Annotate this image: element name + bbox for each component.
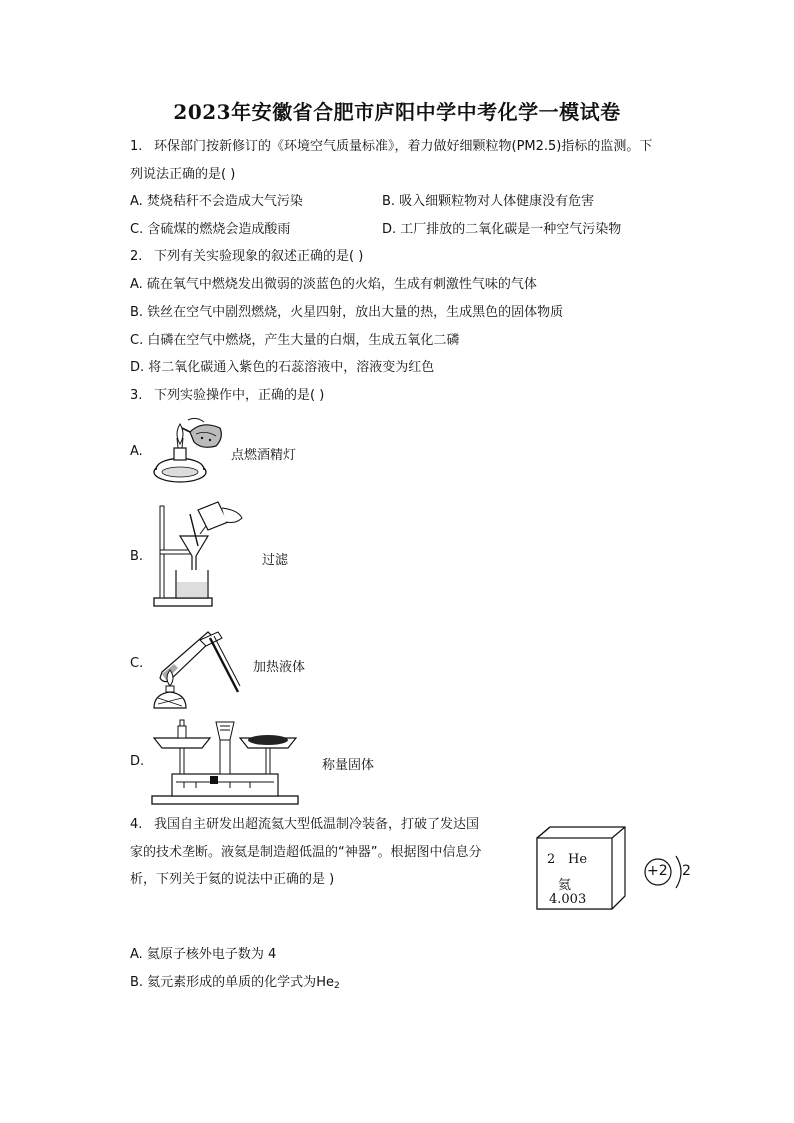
question-3-stem — [130, 387, 324, 405]
question-2-text: 下列有关实验现象的叙述正确的是( ) — [154, 249, 364, 264]
nucleus-charge-label: +2 — [647, 863, 668, 879]
element-atomic-mass: 4.003 — [549, 892, 587, 907]
question-3-number: 3. — [130, 388, 143, 403]
question-1-stem — [130, 138, 652, 156]
element-symbol: He — [568, 852, 588, 867]
question-3-option-a-label: A. — [130, 444, 143, 459]
question-2-option-a: A. 硫在氧气中燃烧发出微弱的淡蓝色的火焰，生成有刺激性气味的气体 — [130, 277, 537, 292]
question-1-option-b: B. 吸入细颗粒物对人体健康没有危害 — [382, 194, 595, 209]
question-4-line2: 家的技术垄断。液氦是制造超低温的“神器”。根据图中信息分 — [130, 845, 482, 860]
question-4-option-b — [130, 974, 340, 995]
question-1-option-d: D. 工厂排放的二氧化碳是一种空气污染物 — [382, 222, 622, 237]
question-1-option-a: A. 焚烧秸秆不会造成大气污染 — [130, 194, 303, 209]
question-3-option-d-text: 称量固体 — [322, 758, 375, 773]
question-3-option-a-text: 点燃酒精灯 — [231, 448, 297, 463]
question-1-option-c: C. 含硫煤的燃烧会造成酸雨 — [130, 222, 291, 237]
question-3-option-b-text: 过滤 — [262, 553, 289, 568]
question-1-line2: 列说法正确的是( ) — [130, 167, 236, 182]
helium-atom-structure-diagram — [642, 850, 698, 894]
alcohol-lamp-lighting-figure — [150, 414, 230, 490]
question-3-text: 下列实验操作中，正确的是( ) — [154, 388, 325, 403]
question-2-stem — [130, 248, 363, 266]
question-3-option-c-label: C. — [130, 656, 144, 671]
question-4-number: 4. — [130, 817, 143, 832]
question-1-line1: 环保部门按新修订的《环境空气质量标准》，着力做好细颗粒物(PM2.5)指标的监测。下 — [154, 139, 653, 154]
question-2-option-c: C. 白磷在空气中燃烧，产生大量的白烟，生成五氧化二磷 — [130, 333, 460, 348]
question-1-number: 1. — [130, 139, 143, 154]
filtration-figure — [150, 500, 246, 612]
question-4-option-b-text: B. 氦元素形成的单质的化学式为 — [130, 975, 317, 990]
question-4-stem — [130, 816, 479, 834]
question-2-option-d: D. 将二氧化碳通入紫色的石蕊溶液中，溶液变为红色 — [130, 360, 435, 375]
question-4-option-a: A. 氦原子核外电子数为 4 — [130, 947, 277, 962]
question-4-line3: 析，下列关于氦的说法中正确的是 ) — [130, 872, 335, 887]
balance-weighing-figure — [150, 716, 300, 808]
helium-formula-subscript: 2 — [333, 981, 340, 991]
element-atomic-number: 2 — [547, 852, 556, 867]
helium-formula: He — [316, 975, 334, 990]
helium-element-card — [536, 826, 626, 910]
question-4-line1: 我国自主研发出超流氦大型低温制冷装备，打破了发达国 — [154, 817, 480, 832]
page-title: 2023年安徽省合肥市庐阳中学中考化学一模试卷 — [173, 100, 621, 124]
question-3-option-d-label: D. — [130, 754, 145, 769]
electron-shell-count: 2 — [682, 863, 691, 879]
question-2-number: 2. — [130, 249, 143, 264]
heating-liquid-figure — [148, 620, 244, 712]
question-3-option-c-text: 加热液体 — [253, 660, 306, 675]
question-3-option-b-label: B. — [130, 549, 144, 564]
element-chinese-name: 氦 — [558, 878, 572, 893]
question-2-option-b: B. 铁丝在空气中剧烈燃烧，火星四射，放出大量的热，生成黑色的固体物质 — [130, 305, 564, 320]
